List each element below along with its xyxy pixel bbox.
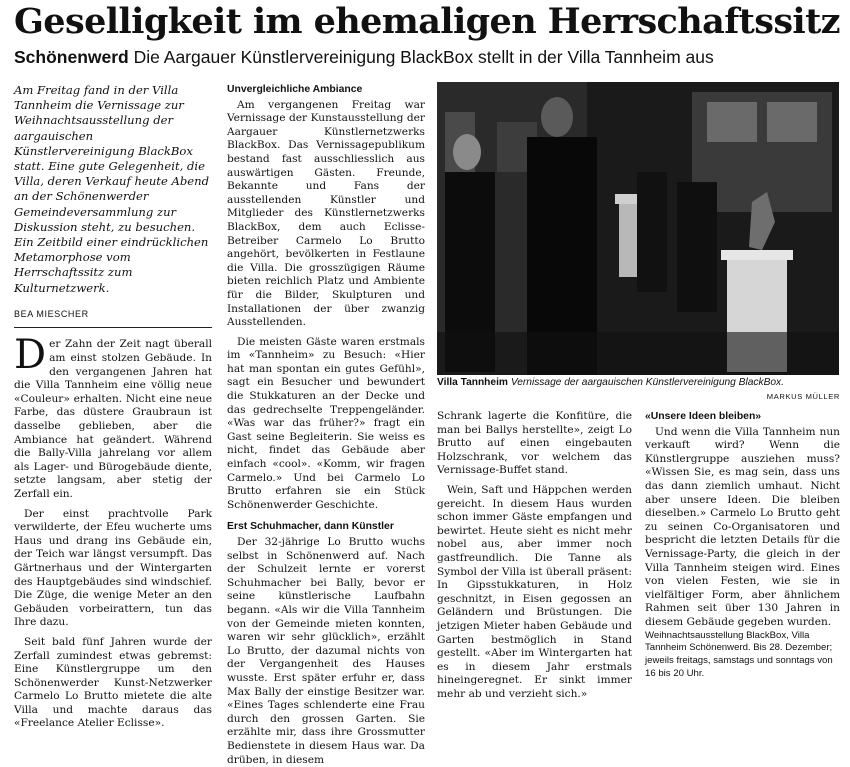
subheadline-text: Die Aargauer Künstlervereinigung BlackBox stellt in der Villa Tannheim aus	[133, 47, 714, 67]
event-info: Weihnachtsausstellung BlackBox, Villa Tannheim Schönenwerd. Bis 28. Dezember; jeweils freitags, samstags und sonntags von 16 bis 20 Uhr.	[645, 629, 833, 679]
subheadline-place: Schönenwerd	[14, 47, 129, 67]
col1-paragraph-3: Seit bald fünf Jahren wurde der Zerfall zumindest etwas gebremst: Eine Künstlergruppe um den Schönenwerder Kunst-Netzwerker Carmelo Lo Brutto mietete die alte Villa und machte daraus das «Freelance Atelier Eclisse».	[14, 635, 212, 730]
lead-paragraph: Am Freitag fand in der Villa Tannheim die Vernissage zur Weihnachtsausstellung der aargauischen Künstlervereinigung BlackBox statt. Eine gute Gelegenheit, die Villa, deren Verkauf heute Abend an der Schönenwerder Gemeindeversammlung zur Diskussion steht, zu besuchen. Ein Zeitbild einer eindrücklichen Metamorphose vom Herrschaftssitz zum Kulturnetzwerk.	[14, 83, 210, 295]
caption-lead: Villa Tannheim	[437, 377, 508, 388]
col1-paragraph-2: Der einst prachtvolle Park verwilderte, der Efeu wucherte ums Haus und drang ins Gebäude ein, der Teich war längst versumpft. Das Gärtnerhaus und der Wintergarten des Hauptgebäudes sind windschief. Die Züge, die wenige Meter an den Gebäuden vorbeirattern, tun das Ihre dazu.	[14, 507, 212, 629]
col3-paragraph-1: Schrank lagerte die Konfitüre, die man bei Ballys herstellte», zeigt Lo Brutto auf einen eingebauten Holzschrank, vor welchem das Vernissage-Buffet stand.	[437, 410, 632, 477]
caption-text: Vernissage der aargauischen Künstlervereinigung BlackBox.	[510, 377, 784, 388]
photo-credit: MARKUS MÜLLER	[766, 392, 840, 401]
subhead-ideen: «Unsere Ideen bleiben»	[645, 411, 762, 422]
col2-paragraph-1: Am vergangenen Freitag war Vernissage der Kunstausstellung der Aargauer Künstlernetzwerks BlackBox. Das Vernissagepublikum bestand fast ausschliesslich aus auswärtigen Gästen. Freunde, Bekannte und Fans der ausstellenden Künstler und Mitglieder des Künstlernetzwerks BlackBox, dem auch Eclisse-Betreiber Carmelo Lo Brutto angehört, bevölkerten in Festlaune die Villa. Die grosszügigen Räume bieten reichlich Platz und Ambiente für die Bilder, Skulpturen und Installationen der über zwanzig Ausstellenden.	[227, 98, 425, 329]
col1-p1-text: er Zahn der Zeit nagt überall am einst stolzen Gebäude. In den vergangenen Jahren hat die Villa Tannheim eine völlig neue «Couleur» erhalten. Nicht eine neue Farbe, das düstere Graubraun ist dasselbe geblieben, aber die Ambiance hat geändert. Während die Bally-Villa jahrelang vor allem als Lager- und Bürogebäude diente, setzte langsam, aber stetig der Zerfall ein.	[14, 338, 212, 500]
col3-paragraph-2: Wein, Saft und Häppchen werden gereicht. In diesem Haus wurden schon immer Gäste empfangen und bewirtet. Heute sieht es nicht mehr nobel aus, aber immer noch gastfreundlich. Die Tanne als Symbol der Villa ist überall präsent: In Gipsstukkaturen, in Holz geschnitzt, in Eisen gegossen an Geländern und Brüstungen. Die jetzigen Mieter haben Gebäude und Garten bestmöglich in Stand gestellt. «Aber im Wintergarten hat es in diesem Jahr erstmals hineingeregnet. Er sinkt immer mehr ab und verzieht sich.»	[437, 483, 632, 700]
column-4	[645, 410, 840, 681]
subhead-schuhmacher: Erst Schuhmacher, dann Künstler	[227, 521, 394, 533]
col1-paragraph-1	[14, 332, 212, 501]
photo-illustration	[437, 82, 839, 375]
col2-paragraph-2: Die meisten Gäste waren erstmals im «Tannheim» zu Besuch: «Hier hat man spontan ein gutes Gefühl», sagt ein Besucher und bewundert die Stukkaturen an der Decke und das gedrechselte Treppengeländer. «Was war das früher?» fragt ein Gast seine Begleiterin. Sie weiss es nicht, findet das Gebäude aber einfach «cool». «Komm, wir fragen Carmelo.» Und bei Carmelo Lo Brutto erfahren sie ein Stück Schönenwerder Geschichte.	[227, 335, 425, 511]
photo-vernissage	[437, 82, 839, 375]
headline: Geselligkeit im ehemaligen Herrschaftssitz	[14, 1, 840, 42]
column-1	[14, 83, 212, 731]
drop-cap: D	[14, 332, 47, 379]
byline: BEA MIESCHER	[14, 308, 89, 319]
subheadline	[14, 46, 844, 68]
col2-paragraph-3: Der 32-jährige Lo Brutto wuchs selbst in Schönenwerd auf. Nach der Schulzeit lernte er vorerst Schuhmacher bei Bally, bevor er seine künstlerische Laufbahn begann. «Als wir die Villa Tannheim von der Gemeinde mieten konnten, waren wir sehr glücklich», erzählt Lo Brutto, der dazumal nichts von der Vergangenheit des Hauses wusste. Erst später erfuhr er, dass Max Bally der einstige Besitzer war. «Eines Tages schlenderte eine Frau durch den grossen Garten. Sie erzählte mir, dass ihre Grossmutter Bedienstete in diesem Haus war. Da drüben, in diesem	[227, 536, 425, 766]
column-3	[437, 410, 632, 701]
subhead-ambiance: Unvergleichliche Ambiance	[227, 84, 363, 95]
column-2	[227, 83, 425, 767]
byline-rule	[14, 327, 212, 328]
photo-caption	[437, 377, 839, 388]
col4-paragraph-1: Und wenn die Villa Tannheim nun verkauft wird? Wenn die Künstlergruppe ausziehen muss? «Wissen Sie, es mag sein, dass uns das dann ziemlich umhaut. Nicht aber unsere Ideen. Die bleiben dieselben.» Carmelo Lo Brutto geht zu seinen Co-Organisatoren und bespricht die letzten Details für die Vernissage-Party, die gleich in der Villa Tannheim steigen wird. Eines von vielen Festen, wie sie in vielfältiger Form, aber ähnlichem Rahmen seit über 130 Jahren in diesem Gebäude gegeben wurden.	[645, 425, 840, 628]
